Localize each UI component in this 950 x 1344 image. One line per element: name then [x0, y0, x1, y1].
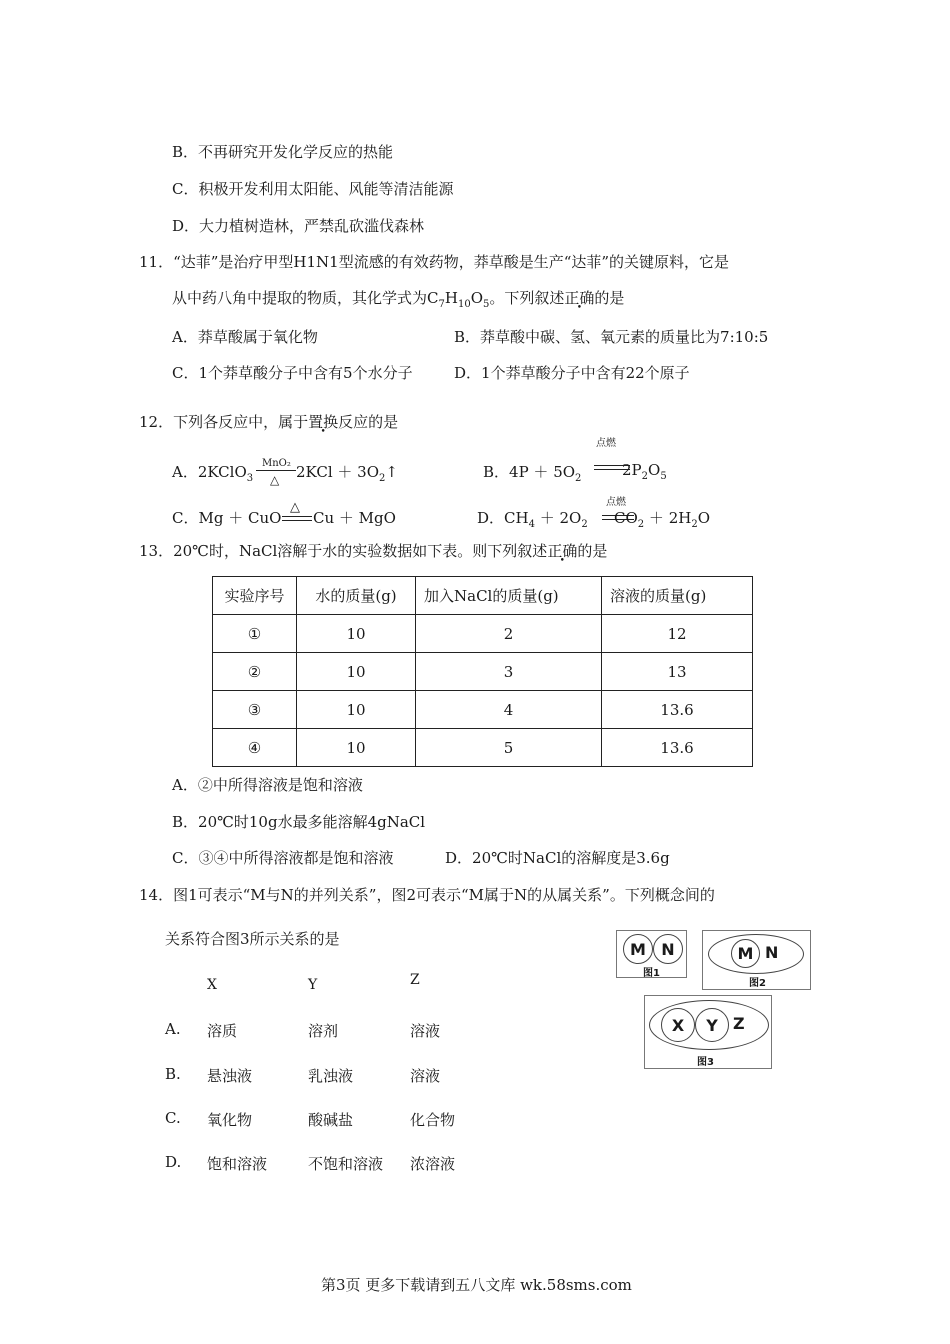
emphasis-dots: 正确: [564, 289, 595, 307]
label-z: Z: [733, 1014, 745, 1033]
circle-n: N: [653, 934, 683, 964]
table-header-cell: 加入NaCl的质量(g): [416, 577, 602, 615]
reaction-d-left: D．$CH_4 + 2O_2$: [477, 509, 588, 530]
reaction-d-right: $CO_2 + 2H_2O$: [614, 509, 711, 530]
q14-option-a-y: 溶剂: [308, 1022, 339, 1040]
q14-option-d-z: 浓溶液: [410, 1155, 456, 1173]
q14-option-c-x: 氧化物: [207, 1111, 253, 1129]
reaction-d-condition: 点燃: [606, 497, 626, 508]
figure-1: [616, 930, 687, 978]
q13-option-a: A．②中所得溶液是饱和溶液: [172, 776, 363, 794]
reaction-a-left: A．2KClO$_3$: [172, 463, 254, 484]
reaction-a-heat: △: [270, 473, 280, 487]
circle-x: X: [661, 1008, 695, 1042]
q14-option-b-z: 溶液: [410, 1067, 441, 1085]
circle-m: M: [731, 939, 760, 968]
q14-option-c-y: 酸碱盐: [308, 1111, 354, 1129]
figure-2-caption: 图2: [749, 978, 766, 989]
table-cell: 10: [297, 653, 416, 691]
q11-option-b: B．莽草酸中碳、氢、氧元素的质量比为7:10:5: [454, 328, 769, 346]
table-row: [213, 615, 753, 653]
q14-option-b-y: 乳浊液: [308, 1067, 354, 1085]
reaction-a-equals-line: [256, 470, 296, 471]
q10-option-b: B．不再研究开发化学反应的热能: [172, 143, 394, 161]
reaction-c-left: C．Mg ＋ CuO: [172, 509, 282, 527]
reaction-a-catalyst: MnO₂: [262, 458, 291, 469]
circle-m: M: [623, 934, 653, 964]
table-header-row: [213, 577, 753, 615]
table-cell: 10: [297, 729, 416, 767]
q14-option-c-label: C.: [165, 1109, 181, 1127]
q14-option-b-label: B.: [165, 1065, 181, 1083]
table-cell: 13: [602, 653, 753, 691]
figure-3: [644, 995, 772, 1069]
emphasis-dots: 正确: [547, 542, 578, 560]
table-cell: 10: [297, 615, 416, 653]
figure-3-caption: 图3: [697, 1057, 714, 1068]
page-footer: 第3页 更多下载请到五八文库 wk.58sms.com: [321, 1276, 632, 1294]
table-cell: 2: [416, 615, 602, 653]
q13-option-b: B．20℃时10g水最多能溶解4gNaCl: [172, 813, 426, 831]
table-row: [213, 691, 753, 729]
reaction-b-left: B．$4P + 5O_2$: [483, 463, 582, 484]
emphasis-dots: 置换: [308, 413, 339, 431]
q11-option-c: C．1个莽草酸分子中含有5个水分子: [172, 364, 413, 382]
reaction-a-right: $2KCl + 3O_2↑$: [296, 463, 398, 484]
q14-option-b-x: 悬浊液: [207, 1067, 253, 1085]
table-row: [213, 729, 753, 767]
q14-option-d-y: 不饱和溶液: [308, 1155, 384, 1173]
reaction-c-equals-line-1: [282, 516, 312, 517]
table-header-cell: 溶液的质量(g): [602, 577, 753, 615]
reaction-b-right: $2P_2O_5$: [622, 461, 667, 482]
table-cell: ③: [213, 691, 297, 729]
q14-stem-line2: 关系符合图3所示关系的是: [165, 930, 340, 948]
column-y-header: Y: [308, 977, 318, 993]
q14-option-a-label: A.: [165, 1020, 181, 1038]
table-cell: 13.6: [602, 729, 753, 767]
table-header-cell: 实验序号: [213, 577, 297, 615]
q14-option-a-x: 溶质: [207, 1022, 238, 1040]
q14-option-d-x: 饱和溶液: [207, 1155, 268, 1173]
nacl-data-table: [212, 576, 753, 767]
reaction-c-right: Cu ＋ MgO: [313, 509, 396, 527]
q11-option-a: A．莽草酸属于氧化物: [172, 328, 318, 346]
table-cell: ①: [213, 615, 297, 653]
reaction-c-equals-line-2: [282, 520, 312, 521]
column-x-header: X: [207, 977, 217, 993]
q14-option-a-z: 溶液: [410, 1022, 441, 1040]
figure-1-caption: 图1: [643, 968, 660, 979]
reaction-c-heat: △: [290, 500, 300, 515]
q11-option-d: D．1个莽草酸分子中含有22个原子: [454, 364, 690, 382]
figure-2: [702, 930, 811, 990]
reaction-b-condition: 点燃: [596, 438, 616, 449]
table-cell: 5: [416, 729, 602, 767]
label-n: N: [765, 943, 779, 962]
q13-stem: 13．20℃时，NaCl溶解于水的实验数据如下表。则下列叙述正确的是: [139, 542, 608, 560]
q11-stem-line2: 从中药八角中提取的物质，其化学式为$C_7H_{10}O_5$。下列叙述正确的是: [172, 289, 625, 310]
q12-stem: 12．下列各反应中，属于置换反应的是: [139, 413, 399, 431]
table-cell: ④: [213, 729, 297, 767]
table-cell: 10: [297, 691, 416, 729]
q14-stem-line1: 14．图1可表示“M与N的并列关系”，图2可表示“M属于N的从属关系”。下列概念间的: [139, 886, 715, 904]
q10-option-c: C．积极开发利用太阳能、风能等清洁能源: [172, 180, 454, 198]
table-row: [213, 653, 753, 691]
table-header-cell: 水的质量(g): [297, 577, 416, 615]
column-z-header: Z: [410, 972, 420, 988]
table-cell: 3: [416, 653, 602, 691]
q14-option-c-z: 化合物: [410, 1111, 456, 1129]
q10-option-d: D．大力植树造林，严禁乱砍滥伐森林: [172, 217, 425, 235]
q13-option-d: D．20℃时NaCl的溶解度是3.6g: [445, 849, 670, 867]
q14-option-d-label: D.: [165, 1153, 182, 1171]
q13-option-c: C．③④中所得溶液都是饱和溶液: [172, 849, 394, 867]
circle-y: Y: [695, 1008, 729, 1042]
q11-stem-line1: 11．“达菲”是治疗甲型H1N1型流感的有效药物，莽草酸是生产“达菲”的关键原料，它是: [139, 253, 730, 271]
table-cell: 12: [602, 615, 753, 653]
table-cell: 13.6: [602, 691, 753, 729]
table-cell: 4: [416, 691, 602, 729]
table-cell: ②: [213, 653, 297, 691]
